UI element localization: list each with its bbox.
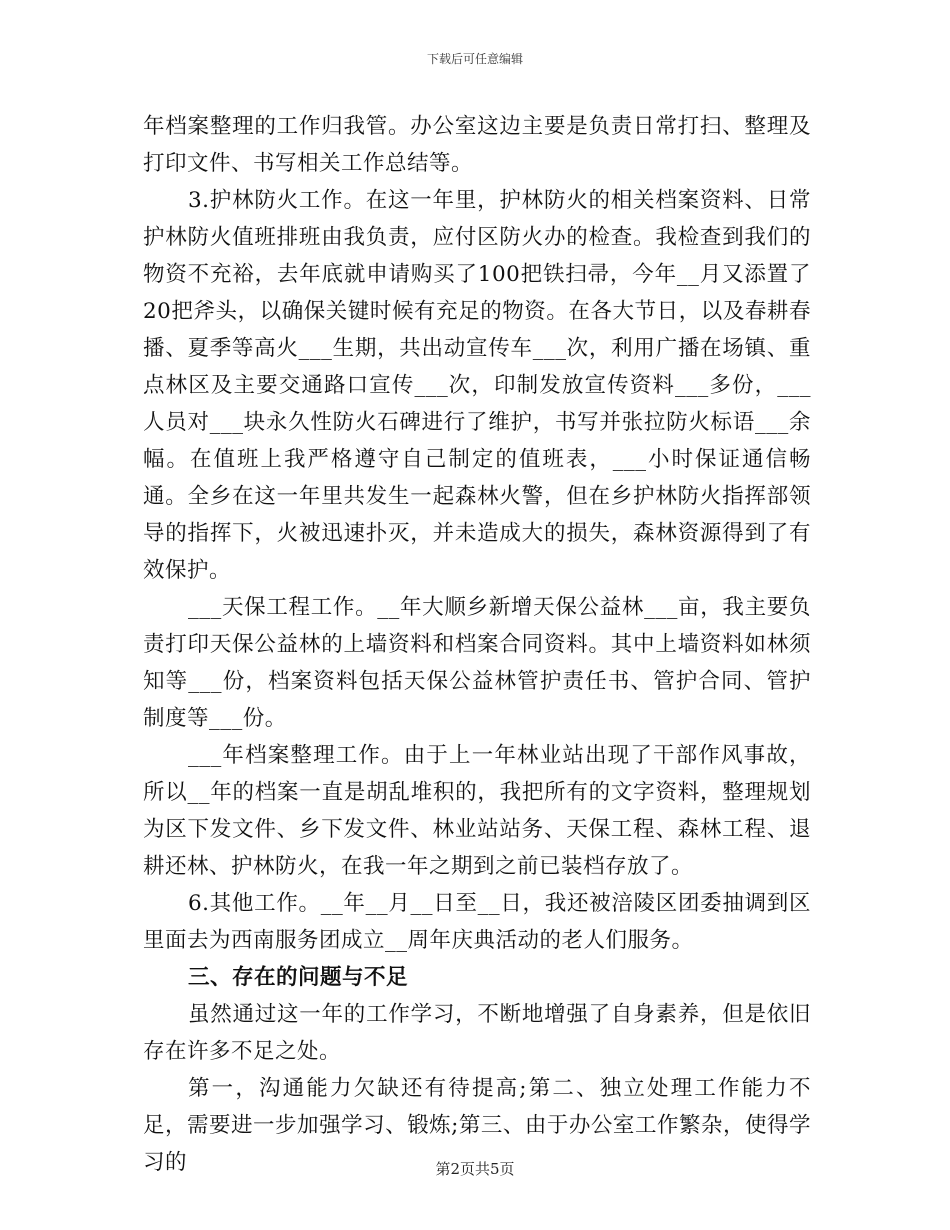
paragraph-shortcomings-intro: 虽然通过这一年的工作学习，不断地增强了自身素养，但是依旧存在许多不足之处。 (143, 1002, 811, 1064)
paragraph-other-work: 6.其他工作。__年__月__日至__日，我还被涪陵区团委抽调到区里面去为西南服务团成立__周年庆典活动的老人们服务。 (143, 891, 811, 953)
section-heading-problems: 三、存在的问题与不足 (188, 965, 409, 990)
paragraph-forest-fire-prevention: 3.护林防火工作。在这一年里，护林防火的相关档案资料、日常护林防火值班排班由我负责，应付区防火办的检查。我检查到我们的物资不充裕，去年底就申请购买了100把铁扫帚，今年__月又添置了20把斧头，以确保关键时候有充足的物资。在各大节日，以及春耕春播、夏季等高火___生期，共出动宣传车___次，利用广播在场镇、重点林区及主要交通路口宣传___次，印制发放宣传资料___多份，___人员对___块永久性防火石碑进行了维护，书写并张拉防火标语___余幅。在值班上我严格遵守自己制定的值班表，___小时保证通信畅通。全乡在这一年里共发生一起森林火警，但在乡护林防火指挥部领导的指挥下，火被迅速扑灭，并未造成大的损失，森林资源得到了有效保护。 (143, 188, 811, 583)
paragraph-archive-continuation: 年档案整理的工作归我管。办公室这边主要是负责日常打扫、整理及打印文件、书写相关工作总结等。 (143, 114, 811, 176)
page-number-footer: 第2页共5页 (435, 1160, 515, 1178)
paragraph-archive-organization: ___年档案整理工作。由于上一年林业站出现了干部作风事故，所以__年的档案一直是胡乱堆积的，我把所有的文字资料，整理规划为区下发文件、乡下发文件、林业站站务、天保工程、森林工程、退耕还林、护林防火，在我一年之期到之前已装档存放了。 (143, 743, 811, 879)
paragraph-shortcomings-list: 第一，沟通能力欠缺还有待提高;第二、独立处理工作能力不足，需要进一步加强学习、锻炼;第三、由于办公室工作繁杂，使得学习的 (143, 1076, 811, 1175)
paragraph-natural-forest-protection: ___天保工程工作。__年大顺乡新增天保公益林___亩，我主要负责打印天保公益林的上墙资料和档案合同资料。其中上墙资料如林须知等___份，档案资料包括天保公益林管护责任书、管护合同、管护制度等___份。 (143, 595, 811, 731)
document-body (143, 108, 811, 1181)
page-header: 下载后可任意编辑 (426, 52, 523, 66)
